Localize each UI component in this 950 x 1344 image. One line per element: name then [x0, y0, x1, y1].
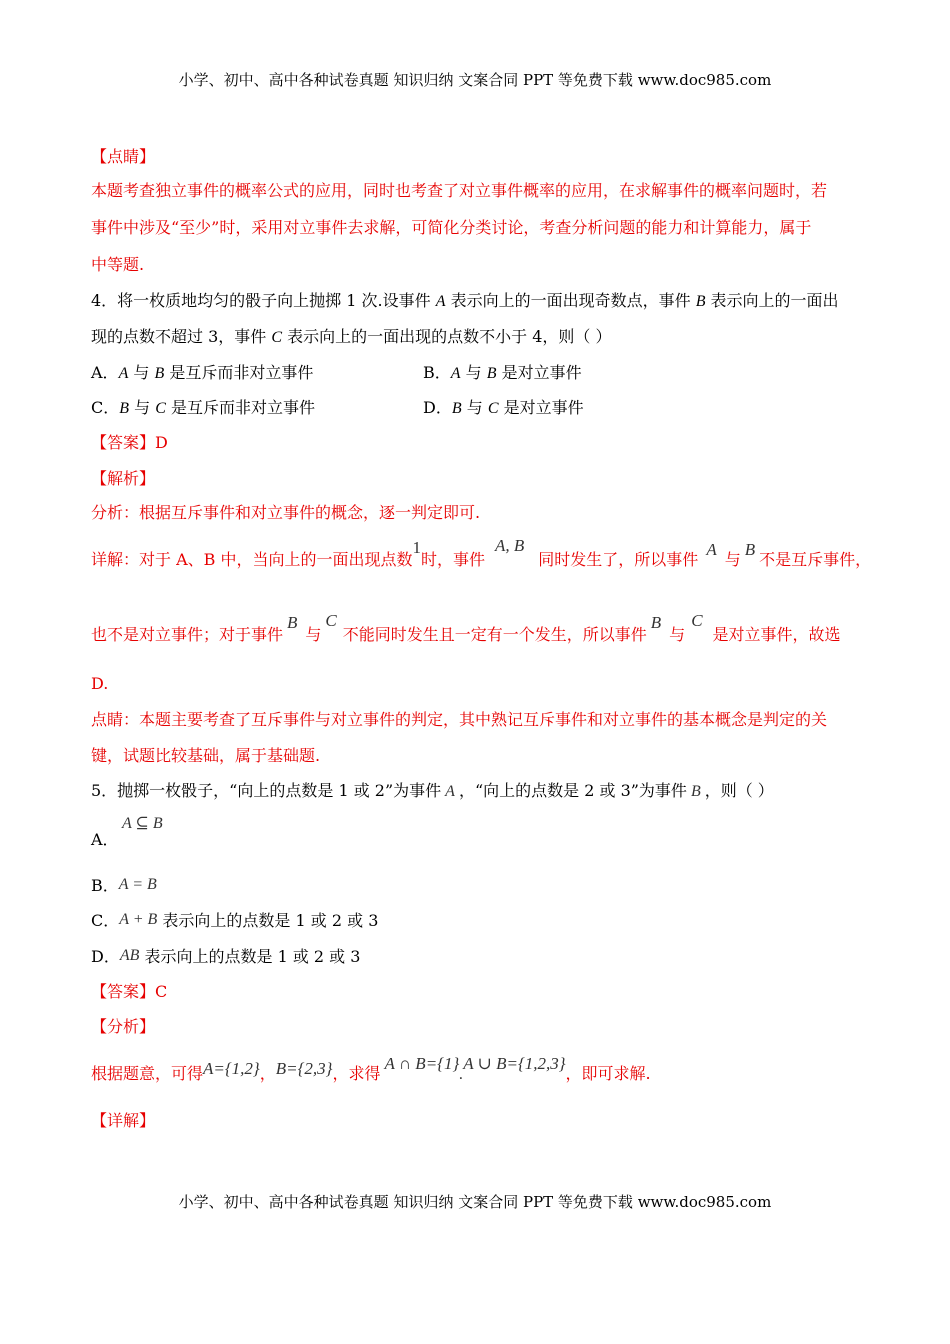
q4-option-c: C．B 与 C 是互斥而非对立事件	[91, 398, 315, 417]
q5-option-d: D．AB 表示向上的点数是 1 或 2 或 3	[91, 947, 361, 966]
q5-option-a-math: A ⊆ B	[122, 815, 163, 832]
q4-stem-line-1: 4．将一枚质地均匀的骰子向上抛掷 1 次.设事件 A 表示向上的一面出现奇数点，事件 B 表示向上的一面出	[91, 291, 839, 310]
dianjing-line-1: 本题考查独立事件的概率公式的应用，同时也考查了对立事件概率的应用，在求解事件的概率问题时，若	[91, 181, 828, 200]
q4-dianjing-line-1: 点睛：本题主要考查了互斥事件与对立事件的判定，其中熟记互斥事件和对立事件的基本概念是判定的关	[91, 710, 828, 729]
q5-option-c: C．A + B 表示向上的点数是 1 或 2 或 3	[91, 911, 379, 930]
q5-fenxi-tag: 【分析】	[91, 1017, 156, 1036]
q4-dianjing-line-2: 键，试题比较基础，属于基础题.	[91, 746, 321, 765]
q4-xiangjie-line-2: 也不是对立事件；对于事件B与C不能同时发生且一定有一个发生，所以事件B与C是对立事件，故选	[91, 611, 841, 644]
q4-stem-line-2: 现的点数不超过 3，事件 C 表示向上的一面出现的点数不小于 4，则（ ）	[91, 327, 612, 346]
q5-option-a-label: A．	[91, 830, 119, 849]
page-footer: 小学、初中、高中各种试卷真题 知识归纳 文案合同 PPT 等免费下载 www.doc985.com	[178, 1193, 772, 1211]
q4-answer: 【答案】D	[91, 433, 168, 452]
q5-option-b: B．A = B	[91, 876, 157, 895]
q5-answer: 【答案】C	[91, 982, 168, 1001]
q4-xiangjie-line-1: 详解：对于 A、B 中，当向上的一面出现点数1时，事件A, B同时发生了，所以事件A与B不是互斥事件，	[91, 536, 872, 569]
dianjing-line-3: 中等题.	[91, 255, 145, 274]
q4-option-d: D．B 与 C 是对立事件	[423, 398, 584, 417]
q4-fenxi: 分析：根据互斥事件和对立事件的概念，逐一判定即可.	[91, 503, 481, 522]
dianjing-tag: 【点睛】	[91, 147, 156, 166]
q5-stem: 5．抛掷一枚骰子，“向上的点数是 1 或 2”为事件 A ，“向上的点数是 2 或 3”为事件 B ，则（ ）	[91, 781, 774, 800]
q4-option-b: B．A 与 B 是对立事件	[423, 363, 582, 382]
dianjing-line-2: 事件中涉及“至少”时，采用对立事件去求解，可简化分类讨论，考查分析问题的能力和计算能力，属于	[91, 218, 812, 237]
q4-jiexi-tag: 【解析】	[91, 469, 156, 488]
q5-fenxi-text: 根据题意，可得A={1,2}，B={2,3}，求得A ∩ B={1}.A ∪ B={1,2,3}，即可求解.	[91, 1054, 651, 1083]
page-header: 小学、初中、高中各种试卷真题 知识归纳 文案合同 PPT 等免费下载 www.doc985.com	[178, 71, 772, 89]
q4-xiangjie-line-3: D.	[91, 674, 109, 693]
q5-xiangjie-tag: 【详解】	[91, 1111, 156, 1130]
q4-option-a: A．A 与 B 是互斥而非对立事件	[91, 363, 314, 382]
